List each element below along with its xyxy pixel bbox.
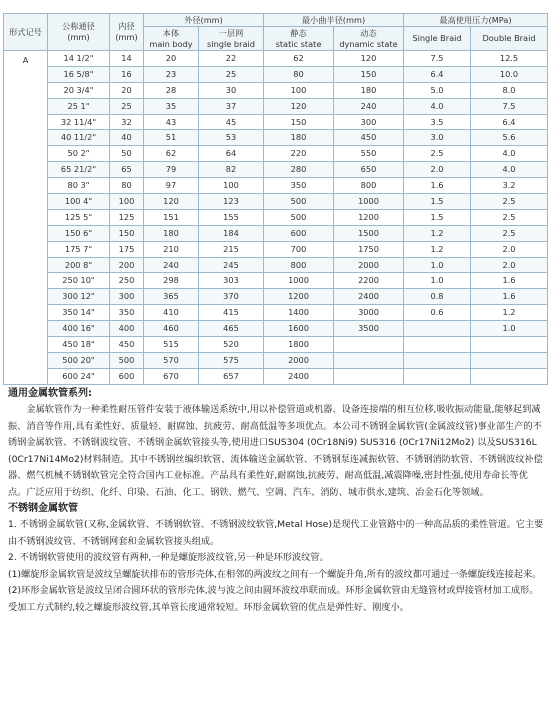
pressure-single-cell: 5.0: [404, 82, 471, 98]
bend-dynamic-cell: 1200: [334, 209, 404, 225]
section1-paragraph: 金属软管作为一种柔性耐压管件安装于液体输送系统中,用以补偿管道或机器、设备连接端的相互位移,吸收振动能量,能够起到减振、消音等作用,具有柔性好、质量轻、耐腐蚀、抗疲劳、耐高低温等多项优点。本公司不锈钢金属软管(金属波纹管)事业部生产的不锈钢金属软管、不锈钢波纹管、不锈钢金属软管接头等,使用进口SUS304 (0Cr18Ni9) SUS316 (0Cr17Ni12Mo2) 以及SUS316L (0Cr17Ni14Mo2)材料制造。其中不锈钢丝编织软管、流体输送金属软管、不锈钢泵连减振软管、不锈钢消防软管、不锈钢波纹补偿器、燃气机械不锈钢软管完全符合国内工业标准。产品具有柔性好,耐腐蚀,抗疲劳、耐高低温,减震降噪,密封性强,使用寿命长等优点。广泛应用于纺织、化纤、印染、石油、化工、钢铁、燃气、空调、汽车、消防、城市供水,建筑、冶金石化等领域。: [8, 404, 543, 498]
table-row: [4, 225, 548, 241]
outer-main-cell: 79: [144, 162, 199, 178]
outer-single-cell: 215: [199, 241, 264, 257]
pressure-single-cell: 2.0: [404, 162, 471, 178]
bend-static-cell: 80: [264, 66, 334, 82]
max-pressure-header: 最高使用压力(MPa): [404, 14, 548, 27]
bend-dynamic-cell: [334, 337, 404, 353]
outer-main-cell: 240: [144, 257, 199, 273]
inner-cell: 175: [110, 241, 144, 257]
bend-dynamic-cell: 1000: [334, 194, 404, 210]
bend-static-cell: 280: [264, 162, 334, 178]
pressure-single-cell: 1.2: [404, 225, 471, 241]
section1-title: 通用金属软管系列:: [8, 388, 92, 399]
bend-dynamic-cell: 450: [334, 130, 404, 146]
nominal-cell: 450 18": [48, 337, 110, 353]
outer-single-cell: 30: [199, 82, 264, 98]
table-row: [4, 178, 548, 194]
pressure-single-cell: [404, 337, 471, 353]
pressure-double-cell: 1.2: [471, 305, 548, 321]
nominal-cell: 175 7": [48, 241, 110, 257]
pressure-double-cell: 4.0: [471, 162, 548, 178]
outer-main-cell: 43: [144, 114, 199, 130]
bend-dynamic-cell: 120: [334, 51, 404, 67]
pressure-single-cell: [404, 321, 471, 337]
outer-single-cell: 22: [199, 51, 264, 67]
nominal-cell: 50 2": [48, 146, 110, 162]
nominal-diameter-header: [48, 14, 110, 51]
pressure-double-cell: 1.6: [471, 273, 548, 289]
outer-single-header: [199, 27, 264, 51]
table-row: [4, 82, 548, 98]
outer-main-cell: 120: [144, 194, 199, 210]
pressure-single-cell: 1.0: [404, 257, 471, 273]
pressure-single-cell: 1.5: [404, 194, 471, 210]
nominal-unit: (mm): [67, 32, 90, 42]
table-row: [4, 51, 548, 67]
inner-cell: 100: [110, 194, 144, 210]
inner-cell: 350: [110, 305, 144, 321]
pressure-double-cell: 2.5: [471, 194, 548, 210]
bend-dynamic-cell: [334, 368, 404, 384]
bend-dynamic-cell: 3000: [334, 305, 404, 321]
outer-main-en: main body: [149, 38, 193, 49]
outer-main-cell: 97: [144, 178, 199, 194]
inner-cell: 16: [110, 66, 144, 82]
outer-single-cell: 520: [199, 337, 264, 353]
table-row: [4, 130, 548, 146]
bend-static-cell: 150: [264, 114, 334, 130]
nominal-cell: 300 12": [48, 289, 110, 305]
outer-single-cell: 53: [199, 130, 264, 146]
table-row: [4, 66, 548, 82]
bend-static-cell: 350: [264, 178, 334, 194]
outer-main-cell: 35: [144, 98, 199, 114]
bend-static-cell: 700: [264, 241, 334, 257]
bend-static-cell: 120: [264, 98, 334, 114]
nominal-cell: 14 1/2": [48, 51, 110, 67]
bend-static-cell: 2400: [264, 368, 334, 384]
bend-static-cell: 62: [264, 51, 334, 67]
bend-static-cell: 1400: [264, 305, 334, 321]
bend-dynamic-cell: 2000: [334, 257, 404, 273]
outer-single-en: single braid: [207, 38, 255, 49]
pressure-double-cell: 6.4: [471, 114, 548, 130]
table-row: [4, 368, 548, 384]
bend-dynamic-label: 动态: [360, 27, 377, 38]
pressure-single-cell: 0.8: [404, 289, 471, 305]
inner-cell: 32: [110, 114, 144, 130]
pressure-single-cell: 1.0: [404, 273, 471, 289]
pressure-single-cell: [404, 352, 471, 368]
outer-single-cell: 100: [199, 178, 264, 194]
bend-static-cell: 220: [264, 146, 334, 162]
outer-single-cell: 37: [199, 98, 264, 114]
outer-single-cell: 465: [199, 321, 264, 337]
nominal-cell: 400 16": [48, 321, 110, 337]
nominal-cell: 20 3/4": [48, 82, 110, 98]
section2-paragraph-3: (1)螺旋形金属软管是波纹呈螺旋状排布的管形壳体,在相邻的两波纹之间有一个螺旋升角,所有的波纹都可通过一条螺旋线连接起来。: [8, 568, 542, 580]
table-row: [4, 337, 548, 353]
nominal-cell: 40 11/2": [48, 130, 110, 146]
outer-main-cell: 62: [144, 146, 199, 162]
pressure-double-cell: 5.6: [471, 130, 548, 146]
outer-main-cell: 515: [144, 337, 199, 353]
inner-unit: (mm): [115, 32, 138, 42]
table-row: [4, 162, 548, 178]
outer-single-cell: 155: [199, 209, 264, 225]
pressure-single-cell: 1.2: [404, 241, 471, 257]
bend-dynamic-cell: 150: [334, 66, 404, 82]
outer-single-cell: 82: [199, 162, 264, 178]
outer-single-cell: 370: [199, 289, 264, 305]
pressure-single-cell: [404, 368, 471, 384]
outer-single-cell: 303: [199, 273, 264, 289]
nominal-cell: 600 24": [48, 368, 110, 384]
spec-table: [3, 13, 548, 385]
nominal-cell: 25 1": [48, 98, 110, 114]
bend-dynamic-cell: 550: [334, 146, 404, 162]
table-row: [4, 98, 548, 114]
outer-single-cell: 45: [199, 114, 264, 130]
outer-main-cell: 51: [144, 130, 199, 146]
bend-static-cell: 2000: [264, 352, 334, 368]
bend-static-cell: 100: [264, 82, 334, 98]
outer-main-cell: 460: [144, 321, 199, 337]
bend-dynamic-header: [334, 27, 404, 51]
outer-diameter-header: 外径(mm): [144, 14, 264, 27]
nominal-label: 公称通径: [62, 21, 95, 31]
outer-single-cell: 184: [199, 225, 264, 241]
nominal-cell: 250 10": [48, 273, 110, 289]
inner-cell: 500: [110, 352, 144, 368]
pressure-double-cell: 4.0: [471, 146, 548, 162]
pressure-single-cell: 0.6: [404, 305, 471, 321]
table-row: [4, 194, 548, 210]
table-row: [4, 321, 548, 337]
inner-cell: 300: [110, 289, 144, 305]
bend-dynamic-cell: 2200: [334, 273, 404, 289]
inner-cell: 14: [110, 51, 144, 67]
nominal-cell: 80 3": [48, 178, 110, 194]
bend-static-cell: 500: [264, 209, 334, 225]
table-row: [4, 352, 548, 368]
pressure-double-cell: 1.0: [471, 321, 548, 337]
spec-table-body: [4, 51, 548, 385]
bend-static-cell: 180: [264, 130, 334, 146]
inner-cell: 200: [110, 257, 144, 273]
inner-cell: 40: [110, 130, 144, 146]
pressure-double-cell: 2.5: [471, 209, 548, 225]
bend-static-cell: 1600: [264, 321, 334, 337]
form-code-cell: A: [4, 51, 48, 385]
bend-static-cell: 1800: [264, 337, 334, 353]
outer-main-cell: 365: [144, 289, 199, 305]
bend-radius-header: 最小曲半径(mm): [264, 14, 404, 27]
pressure-single-cell: 1.5: [404, 209, 471, 225]
bend-dynamic-cell: 1750: [334, 241, 404, 257]
pressure-double-cell: 1.6: [471, 289, 548, 305]
pressure-single-cell: 1.6: [404, 178, 471, 194]
nominal-cell: 16 5/8": [48, 66, 110, 82]
outer-main-cell: 570: [144, 352, 199, 368]
outer-main-label: 本体: [162, 27, 180, 38]
outer-single-cell: 25: [199, 66, 264, 82]
bend-static-cell: 600: [264, 225, 334, 241]
table-row: [4, 305, 548, 321]
pressure-double-header: Double Braid: [471, 27, 548, 51]
bend-static-cell: 800: [264, 257, 334, 273]
nominal-cell: 125 5": [48, 209, 110, 225]
inner-cell: 80: [110, 178, 144, 194]
nominal-cell: 32 11/4": [48, 114, 110, 130]
pressure-double-cell: 2.5: [471, 225, 548, 241]
inner-cell: 25: [110, 98, 144, 114]
inner-cell: 250: [110, 273, 144, 289]
inner-cell: 450: [110, 337, 144, 353]
outer-single-cell: 64: [199, 146, 264, 162]
bend-dynamic-cell: [334, 352, 404, 368]
bend-static-cell: 500: [264, 194, 334, 210]
bend-dynamic-cell: 300: [334, 114, 404, 130]
inner-cell: 65: [110, 162, 144, 178]
pressure-single-cell: 3.0: [404, 130, 471, 146]
pressure-single-cell: 2.5: [404, 146, 471, 162]
table-row: [4, 114, 548, 130]
section2-paragraph-1: 1. 不锈钢金属软管(又称,金属软管、不锈钢软管、不锈钢波纹软管,Metal Hose)是现代工业管路中的一种高品质的柔性管道。它主要由不锈钢波纹管、不锈钢网套和金属软管接头组成。: [8, 519, 544, 547]
nominal-cell: 500 20": [48, 352, 110, 368]
pressure-single-cell: 3.5: [404, 114, 471, 130]
inner-cell: 125: [110, 209, 144, 225]
pressure-double-cell: 12.5: [471, 51, 548, 67]
inner-label: 内径: [118, 21, 135, 31]
inner-cell: 400: [110, 321, 144, 337]
inner-cell: 600: [110, 368, 144, 384]
outer-main-header: [144, 27, 199, 51]
pressure-double-cell: [471, 352, 548, 368]
form-code-header: 形式记号: [4, 14, 48, 51]
outer-main-cell: 410: [144, 305, 199, 321]
outer-main-cell: 23: [144, 66, 199, 82]
nominal-cell: 200 8": [48, 257, 110, 273]
nominal-cell: 100 4": [48, 194, 110, 210]
bend-dynamic-cell: 650: [334, 162, 404, 178]
section2-paragraph-4: (2)环形金属软管是波纹呈闭合圆环状的管形壳体,波与波之间由圆环波纹串联而成。环形金属软管由无缝管材或焊接管材加工成形。受加工方式制约,较之螺旋形波纹管,其单管长度通常较短。环形金属软管的优点是弹性好、刚度小。: [8, 585, 539, 613]
pressure-double-cell: 7.5: [471, 98, 548, 114]
outer-single-cell: 575: [199, 352, 264, 368]
bend-dynamic-cell: 2400: [334, 289, 404, 305]
bend-dynamic-en: dynamic state: [339, 38, 398, 49]
outer-main-cell: 670: [144, 368, 199, 384]
outer-single-cell: 657: [199, 368, 264, 384]
pressure-single-cell: 4.0: [404, 98, 471, 114]
section2-paragraph-2: 2. 不锈钢软管使用的波纹管有两种,一种是螺旋形波纹管,另一种是环形波纹管。: [8, 552, 329, 563]
outer-single-cell: 415: [199, 305, 264, 321]
inner-cell: 150: [110, 225, 144, 241]
bend-dynamic-cell: 180: [334, 82, 404, 98]
table-row: [4, 257, 548, 273]
table-row: [4, 289, 548, 305]
inner-cell: 20: [110, 82, 144, 98]
bend-static-label: 静态: [290, 27, 307, 38]
bend-dynamic-cell: 3500: [334, 321, 404, 337]
outer-main-cell: 298: [144, 273, 199, 289]
outer-main-cell: 210: [144, 241, 199, 257]
outer-main-cell: 180: [144, 225, 199, 241]
bend-dynamic-cell: 800: [334, 178, 404, 194]
pressure-double-cell: 10.0: [471, 66, 548, 82]
bend-dynamic-cell: 1500: [334, 225, 404, 241]
nominal-cell: 350 14": [48, 305, 110, 321]
pressure-double-cell: 8.0: [471, 82, 548, 98]
table-row: [4, 209, 548, 225]
pressure-double-cell: 2.0: [471, 257, 548, 273]
pressure-double-cell: 3.2: [471, 178, 548, 194]
bend-static-en: static state: [275, 38, 322, 49]
description-block: [8, 386, 544, 616]
table-row: [4, 273, 548, 289]
outer-main-cell: 151: [144, 209, 199, 225]
table-row: [4, 241, 548, 257]
pressure-double-cell: [471, 337, 548, 353]
bend-static-cell: 1000: [264, 273, 334, 289]
inner-cell: 50: [110, 146, 144, 162]
bend-static-header: [264, 27, 334, 51]
bend-static-cell: 1200: [264, 289, 334, 305]
outer-main-cell: 20: [144, 51, 199, 67]
pressure-double-cell: [471, 368, 548, 384]
outer-single-cell: 245: [199, 257, 264, 273]
pressure-single-cell: 7.5: [404, 51, 471, 67]
bend-dynamic-cell: 240: [334, 98, 404, 114]
table-row: [4, 146, 548, 162]
outer-main-cell: 28: [144, 82, 199, 98]
header-row-1: [4, 14, 548, 27]
inner-diameter-header: [110, 14, 144, 51]
section2-title: 不锈钢金属软管: [8, 503, 78, 514]
pressure-double-cell: 2.0: [471, 241, 548, 257]
outer-single-cell: 123: [199, 194, 264, 210]
outer-single-label: 一层网: [218, 27, 244, 38]
nominal-cell: 150 6": [48, 225, 110, 241]
pressure-single-cell: 6.4: [404, 66, 471, 82]
pressure-single-header: Single Braid: [404, 27, 471, 51]
nominal-cell: 65 21/2": [48, 162, 110, 178]
